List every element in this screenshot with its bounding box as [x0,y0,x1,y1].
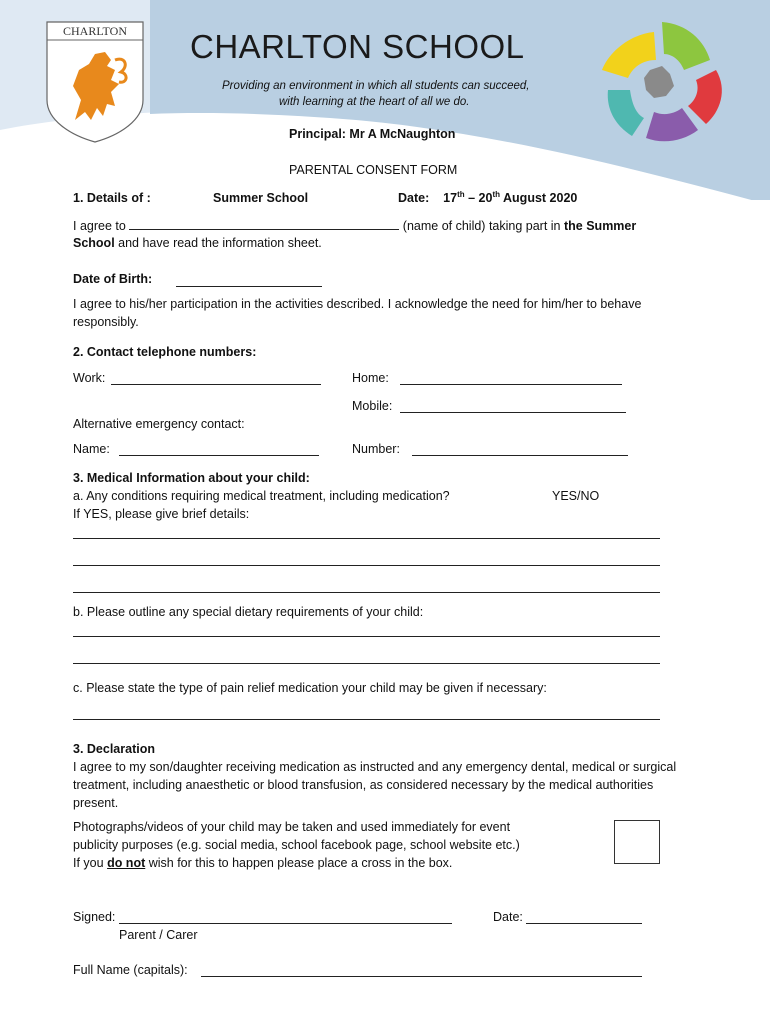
parent-carer-label: Parent / Carer [119,928,198,942]
section1-heading: 1. Details of : [73,191,151,205]
photo-consent-1: Photographs/videos of your child may be taken and used immediately for event [73,820,511,834]
school-name: CHARLTON SCHOOL [190,28,525,65]
child-name-field[interactable] [129,217,399,230]
pain-relief-line[interactable] [73,719,660,720]
yes-no[interactable]: YES/NO [552,489,600,503]
crest-text: CHARLTON [62,24,128,38]
event-name: Summer School [213,191,309,205]
section2-heading: 2. Contact telephone numbers: [73,345,257,359]
signed-label: Signed: [73,910,116,924]
agree-line-2 [73,235,322,252]
school-ring-logo [592,20,732,145]
fullname-field[interactable] [201,976,642,977]
participation-text: I agree to his/her participation in the activities described. I acknowledge the need for him/her to behave responsibly. [73,297,642,329]
agree-prefix: I agree to [73,219,126,233]
mobile-phone-field[interactable] [400,412,626,413]
alt-number-field[interactable] [412,455,628,456]
fullname-label: Full Name (capitals): [73,963,188,977]
date-day1: 17 [443,191,458,205]
dob-label: Date of Birth: [73,272,153,286]
principal: Principal: Mr A McNaughton [289,127,456,141]
details-line-2[interactable] [73,565,660,566]
date-sup1: th [457,189,465,199]
alt-contact-label: Alternative emergency contact: [73,417,245,431]
date-sup2: th [492,189,501,199]
school-crest [45,20,145,140]
declaration-text: I agree to my son/daughter receiving medication as instructed and any emergency dental, medical or surgical treatment, including anaesthetic or blood transfusion, as considered necessary by the medical authorities present. [73,760,677,810]
photo-consent-3 [73,855,452,872]
agree-end: and have read the information sheet. [118,236,322,250]
home-label: Home: [352,371,389,385]
alt-name-field[interactable] [119,455,319,456]
if-yes-label: If YES, please give brief details: [73,507,250,521]
question-b: b. Please outline any special dietary requirements of your child: [73,605,424,619]
section3-heading: 3. Medical Information about your child: [73,471,310,485]
work-label: Work: [73,371,106,385]
signature-date-label: Date: [493,910,523,924]
photo-consent-bold: do not [107,856,146,870]
dietary-line-2[interactable] [73,663,660,664]
photo-consent-2: publicity purposes (e.g. social media, school facebook page, school website etc.) [73,838,520,852]
tagline-line-1: Providing an environment in which all students can succeed, [222,80,530,92]
work-phone-field[interactable] [111,384,321,385]
agree-bold-1: the Summer [564,219,637,233]
agree-suffix: (name of child) taking part in [402,219,561,233]
name-label: Name: [73,442,110,456]
question-c: c. Please state the type of pain relief medication your child may be given if necessary: [73,681,547,695]
agree-line [73,217,636,235]
dob-field[interactable] [176,286,322,287]
details-line-3[interactable] [73,592,660,593]
number-label: Number: [352,442,400,456]
photo-consent-pre: If you [73,856,104,870]
mobile-label: Mobile: [352,399,393,413]
signature-field[interactable] [119,923,452,924]
declaration-heading: 3. Declaration [73,742,155,756]
date-rest: August 2020 [500,191,578,205]
photo-opt-out-checkbox[interactable] [614,820,660,864]
details-line-1[interactable] [73,538,660,539]
tagline-line-2: with learning at the heart of all we do. [279,96,470,108]
event-date-label: Date: [398,191,430,205]
question-a: a. Any conditions requiring medical treatment, including medication? [73,489,450,503]
photo-consent-post: wish for this to happen please place a cross in the box. [148,856,453,870]
event-date [398,190,577,207]
date-dash: – 20 [464,191,493,205]
dietary-line-1[interactable] [73,636,660,637]
form-title: PARENTAL CONSENT FORM [289,163,458,177]
signature-date-field[interactable] [526,923,642,924]
home-phone-field[interactable] [400,384,622,385]
agree-bold-2: School [73,236,115,250]
